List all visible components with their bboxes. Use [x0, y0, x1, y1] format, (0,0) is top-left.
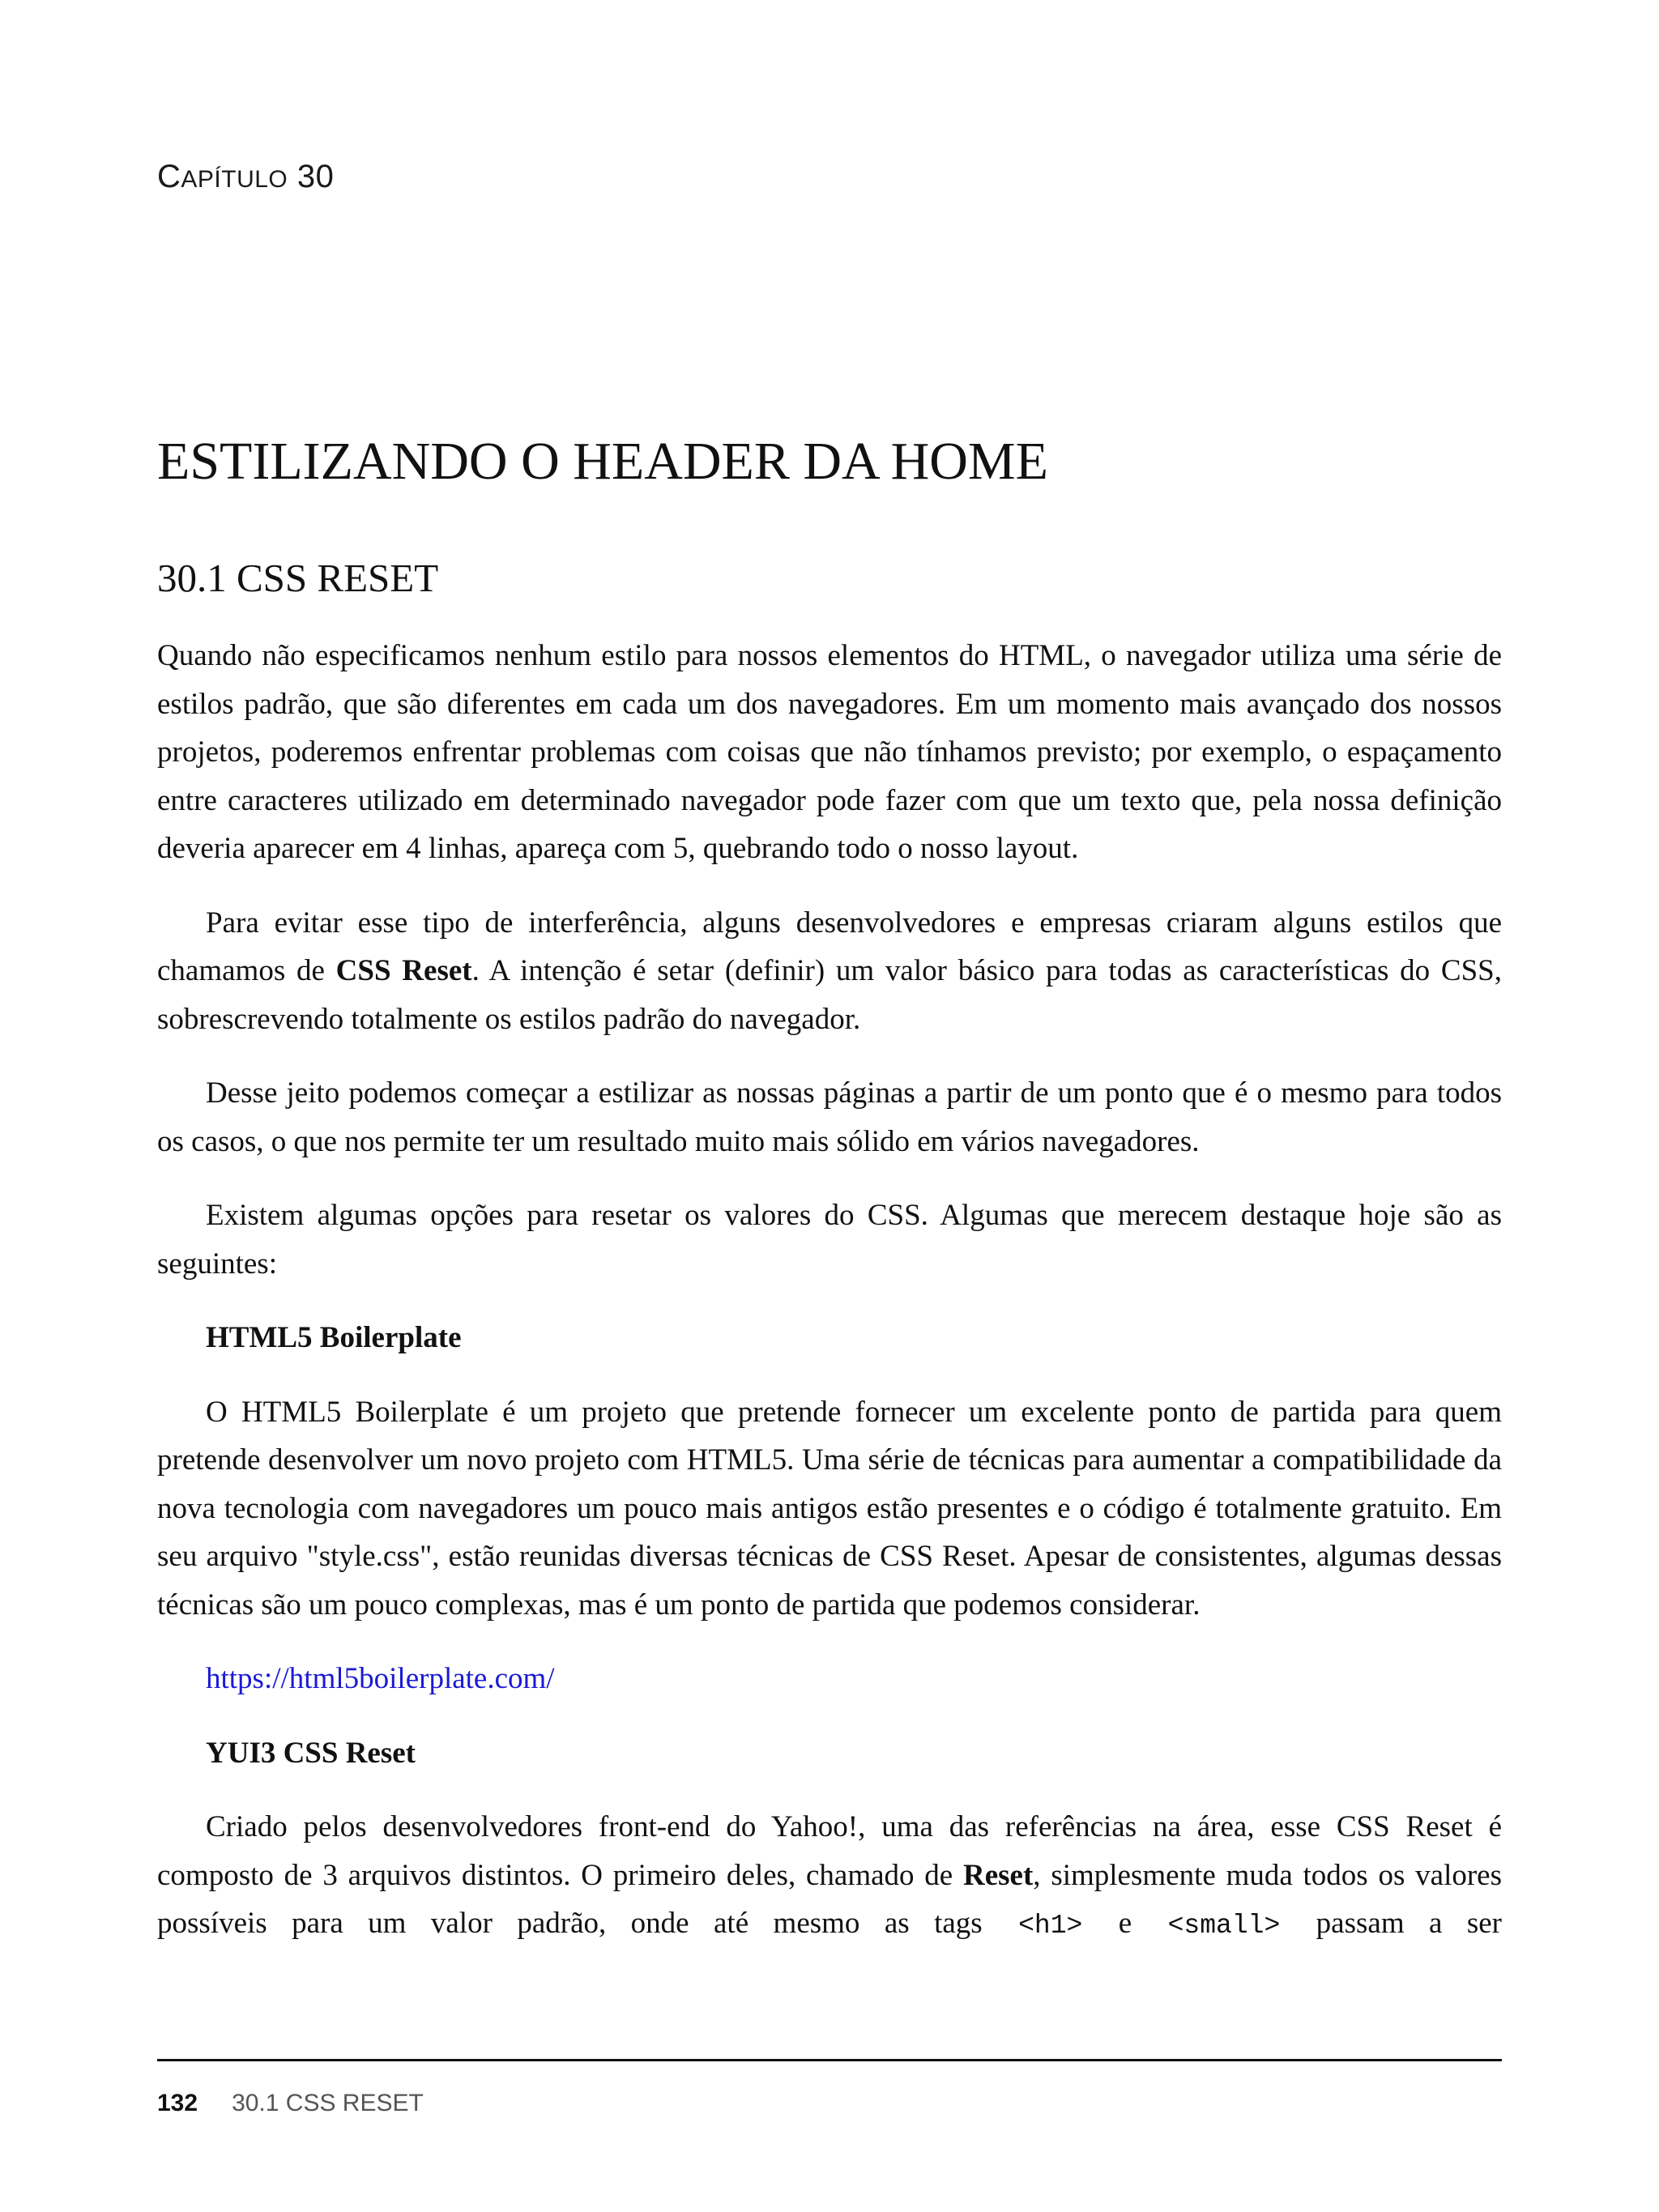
page-footer — [157, 2090, 424, 2117]
footer-divider — [157, 2059, 1502, 2061]
running-head: 30.1 CSS RESET — [232, 2090, 424, 2116]
subheading-html5-boilerplate: HTML5 Boilerplate — [206, 1321, 462, 1354]
chapter-label-initial: C — [157, 159, 181, 194]
section-title: 30.1 CSS RESET — [157, 556, 439, 600]
paragraph-consistency: Desse jeito podemos começar a estilizar as nossas páginas a partir de um ponto que é o mesmo para todos os casos, o que nos permite ter um resultado muito mais sólido em vários navegadores. — [157, 1076, 1502, 1158]
body-text — [157, 632, 1502, 1950]
paragraph-options: Existem algumas opções para resetar os valores do CSS. Algumas que merecem destaque hoje são as seguintes: — [157, 1199, 1502, 1281]
link-paragraph — [157, 1655, 1502, 1703]
paragraph-intro: Quando não especificamos nenhum estilo para nossos elementos do HTML, o navegador utiliza uma série de estilos padrão, que são diferentes em cada um dos navegadores. Em um momento mais avançado dos nossos projetos, poderemos enfrentar problemas com coisas que não tínhamos previsto; por exemplo, o espaçamento entre caracteres utilizado em determinado navegador pode fazer com que um texto que, pela nossa definição deveria aparecer em 4 linhas, apareça com 5, quebrando todo o nosso layout. — [157, 639, 1502, 865]
text-span: passam a ser — [1316, 1907, 1502, 1940]
code-h1-tag: <h1> — [1018, 1911, 1083, 1941]
chapter-label-word: APÍTULO — [181, 166, 288, 193]
text-span: . A intenção é setar (definir) um valor básico para todas as características do CSS, sobrescrevendo totalmente os estilos padrão do navegador. — [157, 954, 1502, 1036]
text-span: Criado pelos desenvolvedores front-end do Yahoo!, uma das referências na área, esse CSS Reset é composto de 3 arquivos distintos. O primeiro deles, chamado de — [157, 1810, 1502, 1892]
text-span: , simplesmente muda todos os valores possíveis para um valor padrão, onde até mesmo as tags — [157, 1858, 1502, 1940]
text-span: Para evitar esse tipo de interferência, alguns desenvolvedores e empresas criaram alguns estilos que chamamos de — [157, 906, 1502, 987]
text-span: e — [1118, 1907, 1132, 1940]
page-number: 132 — [157, 2090, 198, 2116]
paragraph-html5-boilerplate: O HTML5 Boilerplate é um projeto que pretende fornecer um excelente ponto de partida para quem pretende desenvolver um novo projeto com HTML5. Uma série de técnicas para aumentar a compatibilidade da nova tecnologia com navegadores um pouco mais antigos estão presentes e o código é totalmente gratuito. Em seu arquivo "style.css", estão reunidas diversas técnicas de CSS Reset. Apesar de consistentes, algumas dessas técnicas são um pouco complexas, mas é um ponto de partida que podemos considerar. — [157, 1395, 1502, 1622]
bold-term-css-reset: CSS Reset — [335, 954, 472, 987]
chapter-title: ESTILIZANDO O HEADER DA HOME — [157, 432, 1048, 491]
html5-boilerplate-link[interactable]: https://html5boilerplate.com/ — [206, 1662, 555, 1695]
bold-term-reset: Reset — [963, 1858, 1034, 1892]
chapter-label — [157, 159, 334, 195]
paragraph-css-reset-definition — [157, 899, 1502, 1044]
subheading-yui3-css-reset: YUI3 CSS Reset — [206, 1736, 416, 1770]
paragraph-yui3 — [157, 1803, 1502, 1950]
chapter-number: 30 — [296, 159, 335, 194]
code-small-tag: <small> — [1167, 1911, 1281, 1941]
